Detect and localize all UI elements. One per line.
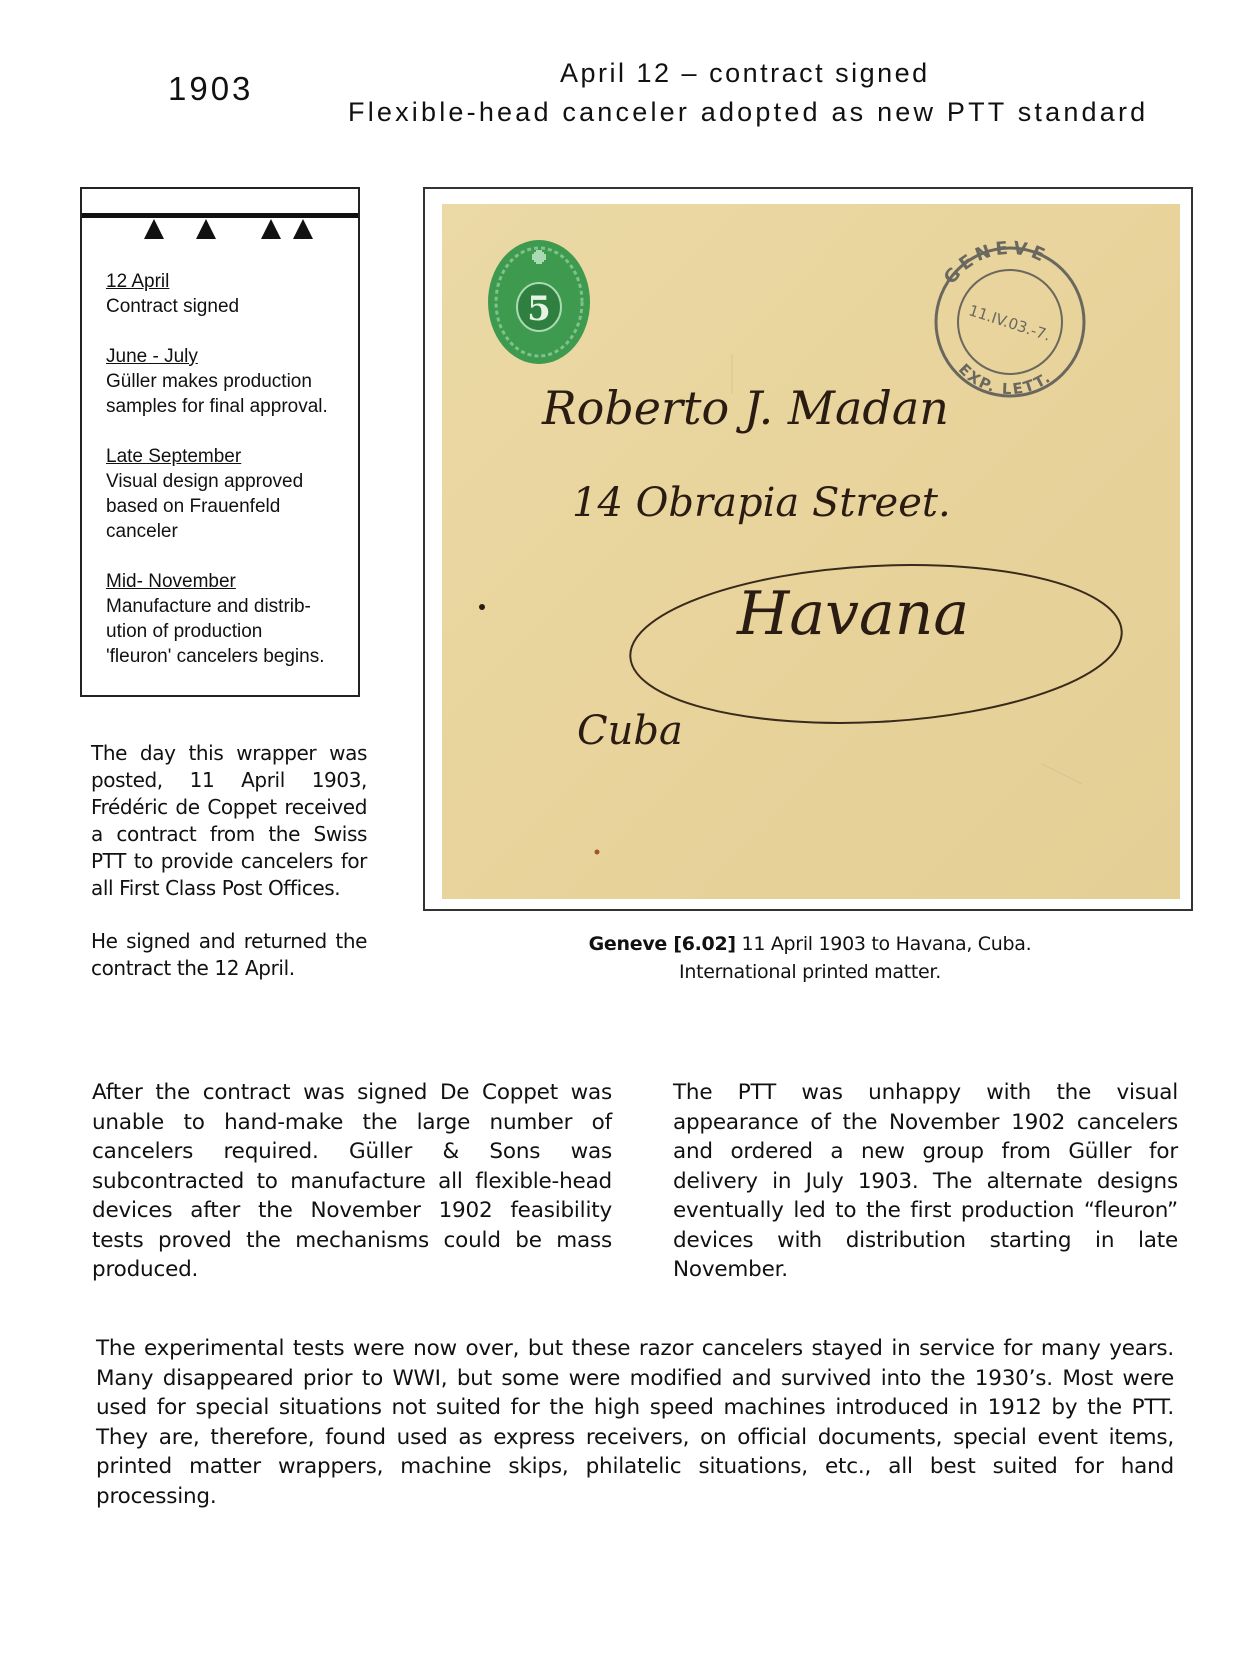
page-title-line1: April 12 – contract signed xyxy=(560,58,930,88)
timeline-date: 12 April xyxy=(106,271,170,292)
side-note-paragraph-1: The day this wrapper was posted, 11 April 1903, Frédéric de Coppet received a contract from the Swiss PTT to provide cancelers for all First Class Post Offices. xyxy=(91,741,367,900)
timeline-desc: Contract signed xyxy=(106,296,240,317)
timeline-marker-2 xyxy=(196,219,216,239)
timeline-marker-1 xyxy=(144,219,164,239)
body-bottom-paragraph: The experimental tests were now over, but these razor cancelers stayed in service for many years. Many disappeared prior to WWI, but some were modified and survived into the 1930’s. Most were used for special situations not suited for the high speed machines introduced in 1912 by the PTT. They are, therefore, found used as express receivers, on official documents, special event items, printed matter wrappers, machine skips, philatelic situations, etc., all best suited for hand processing. xyxy=(96,1336,1174,1509)
timeline-desc: Visual design approved xyxy=(106,471,304,492)
cover-frame xyxy=(423,187,1193,911)
cover-illustration xyxy=(442,204,1180,899)
timeline-entry-november xyxy=(106,569,356,669)
timeline-marker-3 xyxy=(261,219,281,239)
caption-rest: 11 April 1903 to Havana, Cuba. xyxy=(741,933,1032,955)
timeline-desc: canceler xyxy=(106,521,178,542)
timeline-desc: ution of production xyxy=(106,621,263,642)
address-city: Havana xyxy=(737,579,970,649)
postmark-service: EXP. LETT. xyxy=(954,360,1055,399)
timeline-date: Mid- November xyxy=(106,571,236,592)
year-heading: 1903 xyxy=(168,70,254,107)
embossed-stamp xyxy=(488,240,590,364)
timeline-date: Late September xyxy=(106,446,242,467)
side-note-paragraph-2: He signed and returned the contract the 12 April. xyxy=(91,929,367,980)
caption-line1 xyxy=(540,930,1080,958)
stamp-value: 5 xyxy=(527,289,551,329)
body-right-paragraph: The PTT was unhappy with the visual appearance of the November 1902 cancelers and ordered a new group from Güller for delivery in July 1903. The alternate designs eventually led to the first production “fleuron” devices with distribution starting in late November. xyxy=(673,1080,1178,1282)
cover-wrapper-image xyxy=(442,204,1180,899)
timeline-desc: Güller makes production xyxy=(106,371,312,392)
address-country: Cuba xyxy=(577,708,683,754)
svg-text:GENEVE xyxy=(940,238,1052,289)
cover-caption xyxy=(540,930,1080,986)
postmark-date: 11.IV.03.-7. xyxy=(966,301,1053,345)
postmark-town: GENEVE xyxy=(939,237,1052,289)
timeline-marker-4 xyxy=(293,219,313,239)
caption-bold: Geneve [6.02] xyxy=(588,933,736,955)
timeline-rail xyxy=(82,213,358,218)
timeline-desc: based on Frauenfeld xyxy=(106,496,281,517)
address-street: 14 Obrapia Street. xyxy=(572,480,951,526)
timeline-date: June - July xyxy=(106,346,198,367)
timeline-entry-april xyxy=(106,269,356,319)
timeline-desc: samples for final approval. xyxy=(106,396,328,417)
timeline-entry-september xyxy=(106,444,356,544)
address-name: Roberto J. Madan xyxy=(542,381,949,435)
timeline-box xyxy=(80,187,360,697)
postmark xyxy=(936,238,1084,399)
timeline-desc: Manufacture and distrib- xyxy=(106,596,311,617)
caption-line2: International printed matter. xyxy=(679,961,941,983)
page-title-line2: Flexible-head canceler adopted as new PTT standard xyxy=(348,97,1149,127)
timeline-desc: 'fleuron' cancelers begins. xyxy=(106,646,325,667)
body-left-paragraph: After the contract was signed De Coppet was unable to hand-make the large number of cancelers required. Güller & Sons was subcontracted to manufacture all flexible-head devices after the November 1902 feasibility tests proved the mechanisms could be mass produced. xyxy=(92,1080,612,1282)
timeline-entry-june xyxy=(106,344,356,419)
